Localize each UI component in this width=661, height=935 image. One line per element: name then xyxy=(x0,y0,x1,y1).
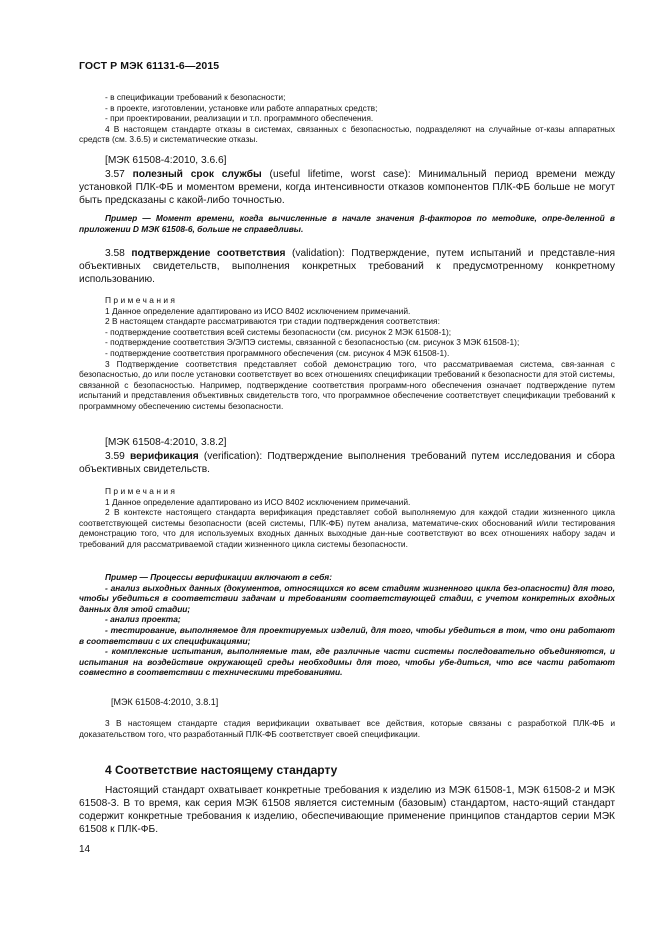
note-line: - подтверждение соответствия программного обеспечения (см. рисунок 4 МЭК 61508-1). xyxy=(105,347,450,358)
notes-label: Примечания xyxy=(105,486,178,496)
notes-label: Примечания xyxy=(105,295,178,305)
section-4-title: 4 Соответствие настоящему стандарту xyxy=(105,763,338,777)
page-number: 14 xyxy=(79,844,91,855)
term-name: подтверждение соответствия xyxy=(131,248,286,259)
term-number: 3.58 xyxy=(105,248,125,259)
example-line: - тестирование, выполняемое для проектируемых изделий, для того, чтобы убедиться в том, что они работают в соответствии с их спецификациями; xyxy=(79,624,615,646)
term-definition xyxy=(79,451,615,477)
term-3-59-notes xyxy=(79,486,615,550)
note-line: - подтверждение соответствия всей системы безопасности (см. рисунок 2 МЭК 61508-1); xyxy=(105,326,452,337)
term-3-59-example xyxy=(79,572,615,678)
section-4-text: Настоящий стандарт охватывает конкретные требования к изделию из МЭК 61508-1, МЭК 61508-2 и МЭК 61508-3. В то время, как серия МЭК 61508 является системным (базовым) стандартом, насто-ящий стандарт содержит конкретные требования к изделию, обеспечивающие применение принципов стандартов серии МЭК 61508 к ПЛК-ФБ. xyxy=(79,785,615,835)
term-number: 3.57 xyxy=(105,168,125,180)
example-line: - комплексные испытания, выполняемые там, где различные части системы последовательно объединяются, и испытания на воздействие окружающей среды необходимы для того, чтобы убе-диться, что все части работают совместно в соответствии с техническими требованиями. xyxy=(79,646,615,678)
section-4-text-block xyxy=(79,785,615,837)
note-line: 1 Данное определение адаптировано из ИСО 8402 исключением примечаний. xyxy=(105,496,411,507)
term-3-58 xyxy=(79,248,615,287)
note-line: - при проектировании, реализации и т.п. программного обеспечения. xyxy=(105,113,374,124)
note-line: 4 В настоящем стандарте отказы в системах, связанных с безопасностью, подразделяют на случайные от-казы аппаратных средств (см. 3.6.5) и систематические отказы. xyxy=(79,123,615,145)
term-text: (useful lifetime, worst case): Минимальный период времени между установкой ПЛК-ФБ и моментом времени, когда интенсивности отказов компонентов ПЛК-ФБ больше не могут быть предсказаны с какой-либо точностью. xyxy=(79,168,615,206)
note-line: 2 В настоящем стандарте рассматриваются три стадии подтверждения соответствия: xyxy=(105,316,440,327)
term-definition xyxy=(79,169,615,208)
note-line: 3 Подтверждение соответствия представляет собой демонстрацию того, что рассматриваемая система, свя-занная с безопасностью, до или после установки соответствует во всех отношениях спецификации требований к безопасности для этой системы, связанной с безопасностью. Например, подтверждение соответствия программ-ного обеспечения означает подтверждение путем испытаний и представления объективных свидетельств того, что программное обеспечение соответствует спецификации требований к программному обеспечению системы безопасности. xyxy=(79,358,615,411)
note-line: 1 Данное определение адаптировано из ИСО 8402 исключением примечаний. xyxy=(105,305,411,316)
term-definition xyxy=(79,248,615,287)
notes-continuation xyxy=(79,92,615,145)
note-line: 2 В контексте настоящего стандарта верификация представляет собой выполняемую для каждой стадии жизненного цикла соответствующей системы безопасности (всей системы, ПЛК-ФБ) путем анализа, математиче-ских обоснований и/или тестирования демонстрацию того, что для используемых входных данных выходные дан-ные соответствуют во всех отношениях набору задач и требований для рассматриваемой стадии жизненного цикла системы безопасности. xyxy=(79,507,615,549)
note-line: - подтверждение соответствия Э/Э/ПЭ системы, связанной с безопасностью (см. рисунок 3 МЭК 61508-1); xyxy=(105,337,520,348)
source-reference: [МЭК 61508-4:2010, 3.8.1] xyxy=(111,697,219,707)
term-3-59 xyxy=(79,437,615,477)
term-name: полезный срок службы xyxy=(132,168,262,180)
term-3-59-reference xyxy=(79,697,615,708)
example-line: - анализ выходных данных (документов, относящихся ко всем стадиям жизненного цикла без-опасности) для того, чтобы убедиться в соответствии задачам и требованиям соответствующей стадии, с учетом конкретных входных данных для этой стадии; xyxy=(79,582,615,614)
term-number: 3.59 xyxy=(105,450,125,462)
note-line: 3 В настоящем стандарте стадия верификации охватывает все действия, которые связаны с разработкой ПЛК-ФБ и доказательством того, что разработанный ПЛК-ФБ соответствует своей спецификации. xyxy=(79,718,615,739)
source-reference: [МЭК 61508-4:2010, 3.8.2] xyxy=(105,437,227,448)
term-text: (verification): Подтверждение выполнения требований путем исследования и сбора объективных свидетельств. xyxy=(79,450,615,475)
note-line: - в спецификации требований к безопасности; xyxy=(105,92,286,102)
note-line: - в проекте, изготовлении, установке или работе аппаратных средств; xyxy=(105,102,378,113)
term-text: (validation): Подтверждение, путем испытаний и представле-ния объективных свидетельств, выполнения конкретных требований к предусмотренному конкретному использованию. xyxy=(79,248,615,285)
term-3-58-notes xyxy=(79,295,615,412)
term-3-59-note3 xyxy=(79,718,615,739)
example-text: Пример — Момент времени, когда вычисленные в начале значения β-факторов по методике, опре-деленной в приложении D МЭК 61508-6, больше не справедливы. xyxy=(79,213,615,234)
example-line: Пример — Процессы верификации включают в себя: xyxy=(105,572,332,582)
term-name: верификация xyxy=(130,450,199,462)
term-3-57-example xyxy=(79,213,615,234)
page-header-title: ГОСТ Р МЭК 61131-6—2015 xyxy=(79,60,220,72)
example-line: - анализ проекта; xyxy=(105,614,181,625)
source-reference: [МЭК 61508-4:2010, 3.6.6] xyxy=(105,155,227,166)
term-3-57 xyxy=(79,155,615,208)
